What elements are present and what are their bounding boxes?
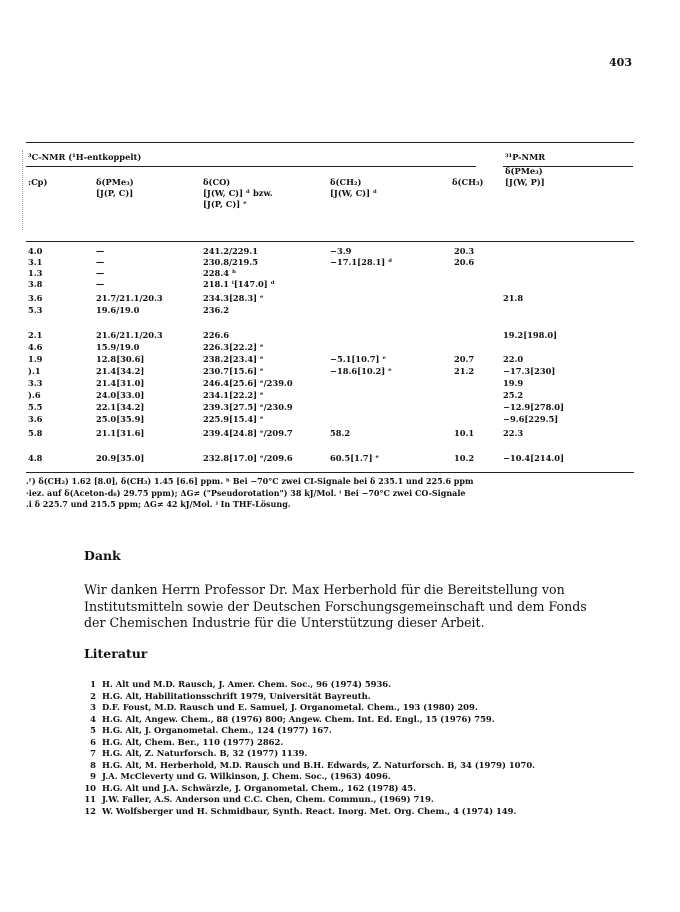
reference-item — [84, 737, 535, 749]
cell-pme3: — — [96, 268, 105, 278]
cell-co: 241.2/229.1 — [203, 246, 258, 256]
cell-co: 228.4 ʰ — [203, 268, 237, 278]
col-header-cp: :Cp) — [28, 177, 48, 187]
table-row — [0, 354, 680, 364]
cell-pme3: — — [96, 257, 105, 267]
cell-p: −10.4[214.0] — [503, 453, 564, 463]
reference-item — [84, 760, 535, 772]
cell-co: 234.3[28.3] ᵉ — [203, 293, 264, 303]
table-row — [0, 428, 680, 438]
table-group-header-p: ³¹P-NMR — [505, 152, 546, 162]
reference-text: H.G. Alt, Angew. Chem., 88 (1976) 800; Angew. Chem. Int. Ed. Engl., 15 (1976) 759. — [102, 713, 495, 724]
table-row — [0, 305, 680, 315]
cell-cp: 4.0 — [28, 246, 43, 256]
cell-co: 225.9[15.4] ᵉ — [203, 414, 264, 424]
cell-pme3: 25.0[35.9] — [96, 414, 145, 424]
cell-ch3: 20.3 — [454, 246, 475, 256]
reference-item — [84, 714, 535, 726]
reference-text: W. Wolfsberger und H. Schmidbaur, Synth. React. Inorg. Met. Org. Chem., 4 (1974) 149. — [102, 805, 517, 816]
col-header-ch3: δ(CH₃) — [452, 177, 484, 187]
cell-p: 21.8 — [503, 293, 524, 303]
cell-ch2: 58.2 — [330, 428, 351, 438]
reference-text: H.G. Alt, Habilitationsschrift 1979, Universität Bayreuth. — [102, 690, 371, 701]
reference-item — [84, 691, 535, 703]
reference-text: H.G. Alt, M. Herberhold, M.D. Rausch und B.H. Edwards, Z. Naturforsch. B, 34 (1979) 1070. — [102, 759, 536, 770]
reference-text: H. Alt und M.D. Rausch, J. Amer. Chem. Soc., 96 (1974) 5936. — [102, 679, 392, 689]
table-bottom-rule — [26, 472, 634, 473]
table-row — [0, 414, 680, 424]
cell-ch3: 20.6 — [454, 257, 475, 267]
cell-cp: 1.9 — [28, 354, 43, 364]
cell-pme3: — — [96, 246, 105, 256]
col-header-co: δ(CO) [J(W, C)] ᵈ bzw. [J(P, C)] ᵉ — [203, 177, 273, 209]
reference-item — [84, 794, 535, 806]
table-header-rule — [26, 241, 634, 242]
reference-text: H.G. Alt und J.A. Schwärzle, J. Organometal. Chem., 162 (1978) 45. — [102, 782, 416, 793]
cell-co: 232.8[17.0] ᵉ/209.6 — [203, 453, 293, 463]
cell-cp: 4.8 — [28, 453, 43, 463]
reference-number: 12 — [84, 805, 96, 816]
reference-number: 3 — [90, 702, 96, 712]
cell-cp: 1.3 — [28, 268, 43, 278]
reference-number: 11 — [84, 794, 96, 804]
reference-text: H.G. Alt, Chem. Ber., 110 (1977) 2862. — [102, 736, 284, 747]
cell-cp: 3.6 — [28, 414, 43, 424]
cell-p: −17.3[230] — [503, 366, 556, 376]
table-row — [0, 268, 680, 278]
cell-pme3: 21.4[31.0] — [96, 378, 145, 388]
cell-pme3: 22.1[34.2] — [96, 402, 145, 412]
cell-cp: 2.1 — [28, 330, 43, 340]
section-heading-literatur: Literatur — [84, 646, 148, 661]
table-row — [0, 402, 680, 412]
reference-item — [84, 748, 535, 760]
cell-co: 218.1 ⁱ[147.0] ᵈ — [203, 279, 275, 289]
cell-p: 19.9 — [503, 378, 524, 388]
cell-co: 238.2[23.4] ᵉ — [203, 354, 264, 364]
cell-ch3: 20.7 — [454, 354, 475, 364]
scan-edge — [22, 150, 24, 230]
table-row — [0, 366, 680, 376]
reference-number: 8 — [90, 759, 96, 770]
cell-cp: 3.6 — [28, 293, 43, 303]
cell-ch2: 60.5[1.7] ᵉ — [330, 453, 380, 463]
cell-pme3: 20.9[35.0] — [96, 453, 145, 463]
table-row — [0, 342, 680, 352]
cell-p: −12.9[278.0] — [503, 402, 564, 412]
reference-number: 5 — [90, 725, 96, 735]
reference-text: J.A. McCleverty und G. Wilkinson, J. Chem. Soc., (1963) 4096. — [102, 771, 391, 781]
table-group-header: ³C-NMR (¹H-entkoppelt) — [28, 152, 142, 162]
reference-text: H.G. Alt, J. Organometal. Chem., 124 (1977) 167. — [102, 725, 332, 735]
cell-ch3: 10.2 — [454, 453, 475, 463]
reference-item — [84, 771, 535, 783]
reference-number: 7 — [90, 748, 96, 758]
reference-number: 4 — [90, 713, 96, 724]
cell-cp: 3.8 — [28, 279, 43, 289]
cell-co: 234.1[22.2] ᵉ — [203, 390, 264, 400]
table-row — [0, 246, 680, 256]
reference-list — [84, 679, 535, 817]
cell-pme3: 15.9/19.0 — [96, 342, 140, 352]
cell-cp: 5.3 — [28, 305, 43, 315]
acknowledgement-paragraph: Wir danken Herrn Professor Dr. Max Herberhold für die Bereitstellung von Institutsmitteln sowie der Deutschen Forschungsgemeinschaft und dem Fonds der Chemischen Industrie für die Unterstützung dieser Arbeit. — [84, 582, 587, 630]
cell-p: 19.2[198.0] — [503, 330, 558, 340]
cell-p: 25.2 — [503, 390, 524, 400]
reference-number: 6 — [90, 736, 96, 747]
cell-co: 239.4[24.8] ᵉ/209.7 — [203, 428, 293, 438]
reference-item — [84, 725, 535, 737]
cell-co: 246.4[25.6] ᵉ/239.0 — [203, 378, 293, 388]
reference-item — [84, 806, 535, 818]
table-row — [0, 378, 680, 388]
reference-item — [84, 679, 535, 691]
reference-number: 2 — [90, 690, 96, 701]
cell-co: 226.6 — [203, 330, 229, 340]
cell-cp: ).1 — [28, 366, 41, 376]
col-header-ch2: δ(CH₂) [J(W, C)] ᵈ — [330, 177, 378, 198]
cell-pme3: 12.8[30.6] — [96, 354, 145, 364]
cell-co: 230.7[15.6] ᵉ — [203, 366, 264, 376]
table-row — [0, 293, 680, 303]
reference-number: 1 — [90, 679, 96, 689]
reference-number: 9 — [90, 771, 96, 781]
col-header-pme3: δ(PMe₃) [J(P, C)] — [96, 177, 134, 198]
cell-co: 230.8/219.5 — [203, 257, 258, 267]
cell-pme3: — — [96, 279, 105, 289]
cell-ch2: −5.1[10.7] ᵉ — [330, 354, 387, 364]
table-row — [0, 257, 680, 267]
cell-co: 239.3[27.5] ᵉ/230.9 — [203, 402, 293, 412]
cell-p: −9.6[229.5] — [503, 414, 559, 424]
section-heading-dank: Dank — [84, 548, 121, 563]
table-top-rule — [26, 142, 634, 143]
cell-co: 236.2 — [203, 305, 229, 315]
cell-pme3: 24.0[33.0] — [96, 390, 145, 400]
cell-cp: 4.6 — [28, 342, 43, 352]
table-row — [0, 279, 680, 289]
reference-text: J.W. Faller, A.S. Anderson und C.C. Chen, Chem. Commun., (1969) 719. — [102, 794, 434, 804]
cell-cp: 3.3 — [28, 378, 43, 388]
col-header-p-nmr: δ(PMe₃) [J(W, P)] — [505, 166, 545, 187]
table-row — [0, 453, 680, 463]
cell-cp: ).6 — [28, 390, 41, 400]
cell-ch2: −18.6[10.2] ᵉ — [330, 366, 392, 376]
reference-text: D.F. Foust, M.D. Rausch und E. Samuel, J. Organometal. Chem., 193 (1980) 209. — [102, 702, 478, 712]
cell-ch2: −3.9 — [330, 246, 352, 256]
cell-pme3: 21.1[31.6] — [96, 428, 145, 438]
cell-ch3: 21.2 — [454, 366, 475, 376]
table-group-rule — [26, 166, 476, 167]
table-footnote: .ᶠ) δ(CH₂) 1.62 [8.0], δ(CH₃) 1.45 [6.6] ppm. ʰ Bei −70°C zwei CI-Signale bei δ 235.1 und 225.6 ppm ·iez. auf δ(Aceton-d₆) 29.75 ppm); ΔG≠ ("Pseudorotation") 38 kJ/Mol. ⁱ Bei −70°C zwei CO-Signale .i δ 225.7 und 215.5 ppm; ΔG≠ 42 kJ/Mol. ʲ In THF-Lösung. — [26, 476, 474, 509]
cell-p: 22.3 — [503, 428, 524, 438]
reference-number: 10 — [84, 782, 96, 793]
cell-cp: 3.1 — [28, 257, 43, 267]
page-number: 403 — [609, 56, 632, 69]
cell-ch3: 10.1 — [454, 428, 475, 438]
cell-ch2: −17.1[28.1] ᵈ — [330, 257, 393, 267]
cell-co: 226.3[22.2] ᵉ — [203, 342, 264, 352]
cell-cp: 5.8 — [28, 428, 43, 438]
cell-p: 22.0 — [503, 354, 524, 364]
reference-item — [84, 702, 535, 714]
cell-pme3: 21.4[34.2] — [96, 366, 145, 376]
cell-cp: 5.5 — [28, 402, 43, 412]
reference-text: H.G. Alt, Z. Naturforsch. B, 32 (1977) 1139. — [102, 748, 308, 758]
cell-pme3: 19.6/19.0 — [96, 305, 140, 315]
cell-pme3: 21.6/21.1/20.3 — [96, 330, 163, 340]
reference-item — [84, 783, 535, 795]
cell-pme3: 21.7/21.1/20.3 — [96, 293, 163, 303]
table-row — [0, 390, 680, 400]
table-row — [0, 330, 680, 340]
